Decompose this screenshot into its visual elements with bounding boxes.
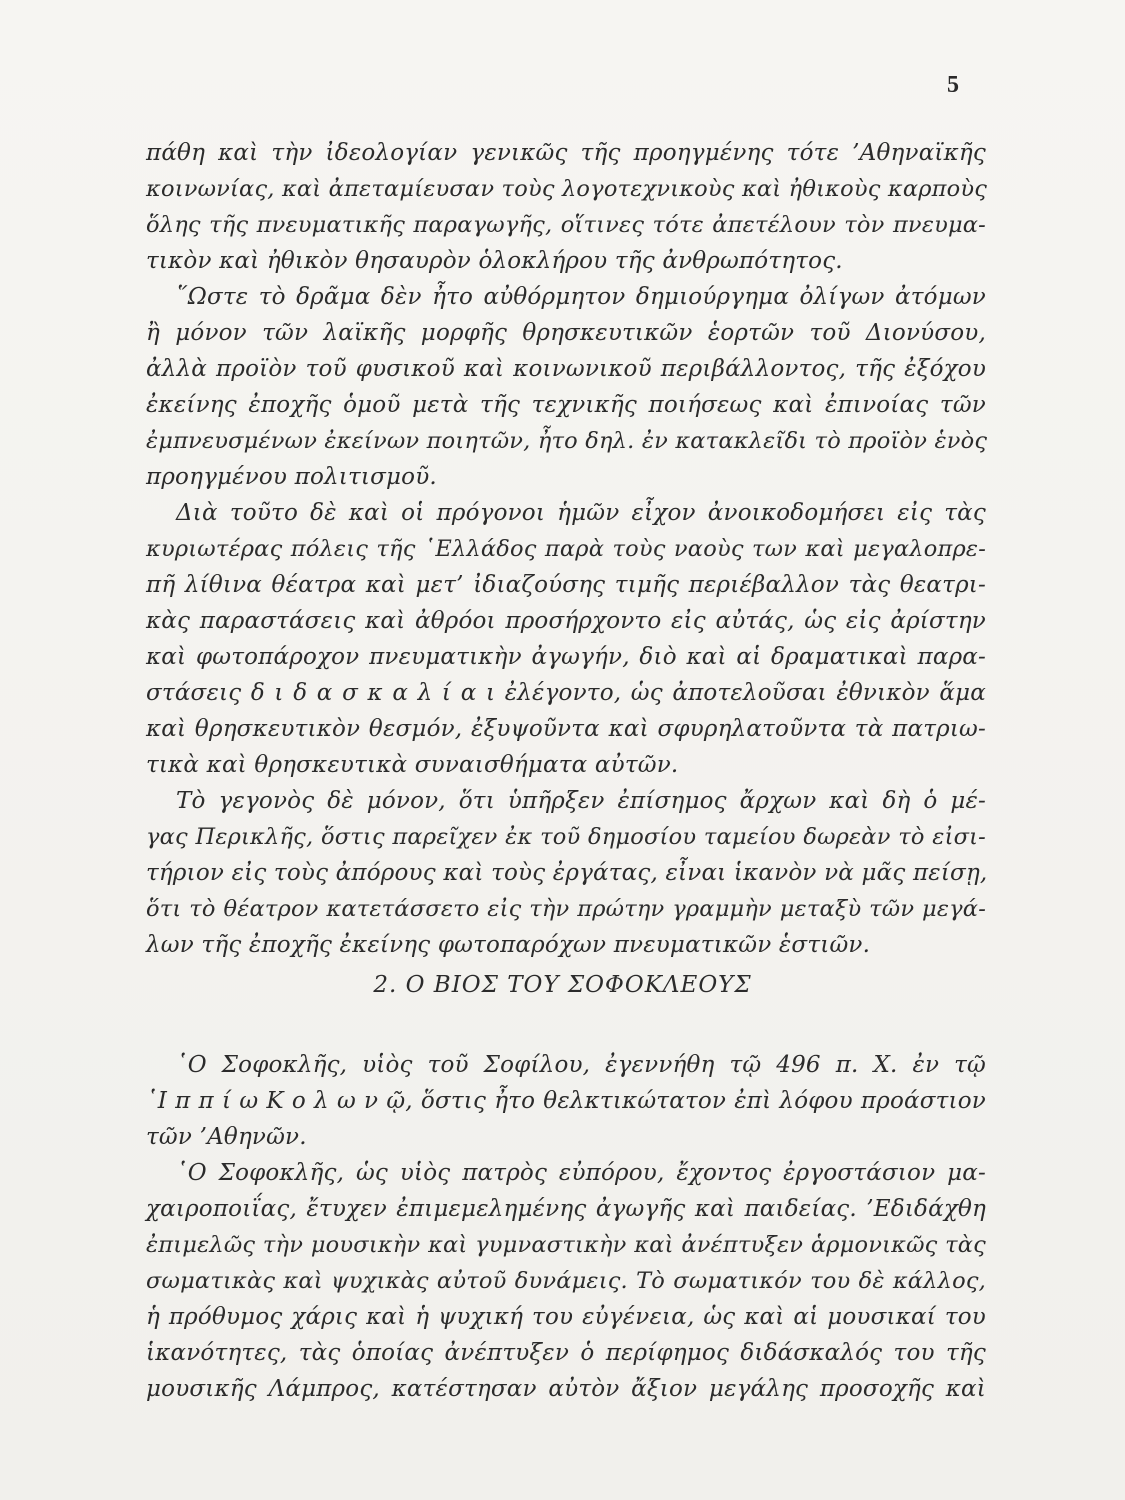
text-line: λων τῆς ἐποχῆς ἐκείνης φωτοπαρόχων πνευματικῶν ἑστιῶν.	[146, 932, 871, 958]
text-line: καὶ θρησκευτικὸν θεσμόν, ἐξυψοῦντα καὶ σφυρηλατοῦντα τὰ πατριω-	[146, 716, 986, 742]
text-line: ἐκείνης ἐποχῆς ὁμοῦ μετὰ τῆς τεχνικῆς ποιήσεως καὶ ἐπινοίας τῶν	[146, 392, 986, 418]
text-line: ῾Ο Σοφοκλῆς, ὡς υἱὸς πατρὸς εὐπόρου, ἔχοντος ἐργοστάσιον μα-	[176, 1160, 986, 1186]
text-line: Τὸ γεγονὸς δὲ μόνον, ὅτι ὑπῆρξεν ἐπίσημος ἄρχων καὶ δὴ ὁ μέ-	[176, 788, 986, 814]
section-heading: 2. Ο ΒΙΟΣ ΤΟΥ ΣΟΦΟΚΛΕΟΥΣ	[373, 972, 752, 998]
text-line: ἐπιμελῶς τὴν μουσικὴν καὶ γυμναστικὴν καὶ ἀνέπτυξεν ἁρμονικῶς τὰς	[146, 1232, 986, 1258]
text-line: ὅλης τῆς πνευματικῆς παραγωγῆς, οἵτινες τότε ἀπετέλουν τὸν πνευμα-	[146, 212, 986, 238]
text-line: χαιροποιΐας, ἔτυχεν ἐπιμεμελημένης ἀγωγῆς καὶ παιδείας. ’Εδιδάχθη	[146, 1196, 986, 1222]
text-line: τήριον εἰς τοὺς ἀπόρους καὶ τοὺς ἐργάτας, εἶναι ἱκανὸν νὰ μᾶς πείσῃ,	[146, 860, 988, 886]
text-line: τικὰ καὶ θρησκευτικὰ συναισθήματα αὐτῶν.	[146, 752, 679, 778]
text-line: πῆ λίθινα θέατρα καὶ μετ’ ἰδιαζούσης τιμῆς περιέβαλλον τὰς θεατρι-	[146, 572, 986, 598]
text-line: ἐμπνευσμένων ἐκείνων ποιητῶν, ἦτο δηλ. ἐν κατακλεῖδι τὸ προϊὸν ἑνὸς	[146, 428, 988, 454]
text-line: πάθη καὶ τὴν ἰδεολογίαν γενικῶς τῆς προηγμένης τότε ’Αθηναϊκῆς	[146, 140, 986, 166]
text-line: κὰς παραστάσεις καὶ ἀθρόοι προσήρχοντο εἰς αὐτάς, ὡς εἰς ἀρίστην	[146, 608, 986, 634]
text-line: κυριωτέρας πόλεις τῆς ῾Ελλάδος παρὰ τοὺς ναοὺς των καὶ μεγαλοπρε-	[146, 536, 986, 562]
text-line: ἡ πρόθυμος χάρις καὶ ἡ ψυχική του εὐγένεια, ὡς καὶ αἱ μουσικαί του	[146, 1304, 986, 1330]
text-line: τῶν ’Αθηνῶν.	[146, 1124, 307, 1150]
text-line: τικὸν καὶ ἠθικὸν θησαυρὸν ὁλοκλήρου τῆς ἀνθρωπότητος.	[146, 248, 843, 274]
text-line: σωματικὰς καὶ ψυχικὰς αὐτοῦ δυνάμεις. Τὸ σωματικόν του δὲ κάλλος,	[146, 1268, 986, 1294]
text-line: γας Περικλῆς, ὅστις παρεῖχεν ἐκ τοῦ δημοσίου ταμείου δωρεὰν τὸ εἰσι-	[146, 824, 986, 850]
text-line: ἢ μόνον τῶν λαϊκῆς μορφῆς θρησκευτικῶν ἑορτῶν τοῦ Διονύσου,	[146, 320, 986, 346]
text-line: ῾Ι π π ί ω Κ ο λ ω ν ῷ, ὅστις ἦτο θελκτικώτατον ἐπὶ λόφου προάστιον	[146, 1088, 986, 1114]
text-line: Διὰ τοῦτο δὲ καὶ οἱ πρόγονοι ἡμῶν εἶχον ἀνοικοδομήσει εἰς τὰς	[176, 500, 986, 526]
text-line: καὶ φωτοπάροχον πνευματικὴν ἀγωγήν, διὸ καὶ αἱ δραματικαὶ παρα-	[146, 644, 986, 670]
text-line: μουσικῆς Λάμπρος, κατέστησαν αὐτὸν ἄξιον μεγάλης προσοχῆς καὶ	[146, 1376, 986, 1402]
text-line: στάσεις δ ι δ α σ κ α λ ί α ι ἐλέγοντο, ὡς ἀποτελοῦσαι ἐθνικὸν ἅμα	[146, 680, 986, 706]
page-number: 5	[947, 72, 959, 98]
text-line: ῾Ο Σοφοκλῆς, υἱὸς τοῦ Σοφίλου, ἐγεννήθη τῷ 496 π. Χ. ἐν τῷ	[176, 1052, 986, 1078]
text-line: ἀλλὰ προϊὸν τοῦ φυσικοῦ καὶ κοινωνικοῦ περιβάλλοντος, τῆς ἐξόχου	[146, 356, 986, 382]
text-line: κοινωνίας, καὶ ἀπεταμίευσαν τοὺς λογοτεχνικοὺς καὶ ἠθικοὺς καρποὺς	[146, 176, 988, 202]
text-line: προηγμένου πολιτισμοῦ.	[146, 464, 437, 490]
text-line: ὅτι τὸ θέατρον κατετάσσετο εἰς τὴν πρώτην γραμμὴν μεταξὺ τῶν μεγά-	[146, 896, 986, 922]
text-line: ῞Ωστε τὸ δρᾶμα δὲν ἦτο αὐθόρμητον δημιούργημα ὀλίγων ἀτόμων	[176, 284, 986, 310]
text-line: ἱκανότητες, τὰς ὁποίας ἀνέπτυξεν ὁ περίφημος διδάσκαλός του τῆς	[146, 1340, 986, 1366]
